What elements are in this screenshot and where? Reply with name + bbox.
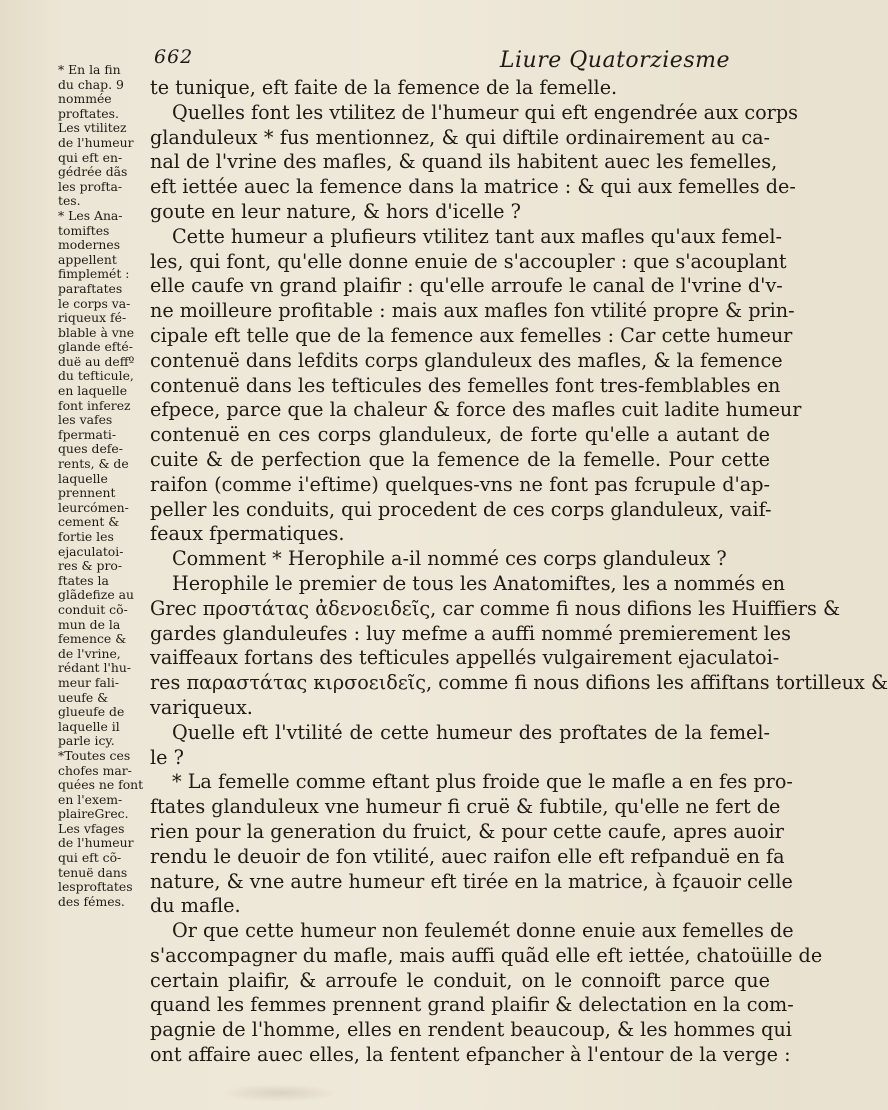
margin-note-line: ftates la	[58, 572, 109, 588]
margin-note-line: meur fali-	[58, 674, 120, 690]
margin-note-line: ejaculatoi-	[58, 543, 124, 559]
body-line: Comment * Herophile a-il nommé ces corps glanduleux ?	[172, 547, 727, 571]
margin-note-line: de l'humeur	[58, 835, 134, 851]
margin-note-line: chofes mar-	[58, 762, 132, 778]
body-line: raifon (comme i'eftime) quelques-vns ne font pas fcrupule d'ap-	[150, 472, 770, 496]
margin-note-line: plaireGrec.	[58, 806, 129, 822]
margin-note-line: tes.	[58, 193, 81, 209]
margin-note-line: ueufe &	[58, 689, 109, 705]
body-line: contenuë en ces corps glanduleux, de forte qu'elle a autant de	[150, 423, 770, 447]
body-line: rien pour la generation du fruict, & pour cette caufe, apres auoir	[150, 819, 784, 843]
margin-note-line: de l'humeur	[58, 134, 134, 150]
body-line: * La femelle comme eftant plus froide que le mafle a en fes pro-	[172, 770, 793, 794]
margin-note-line: conduit cõ-	[58, 601, 128, 617]
body-line: s'accompagner du mafle, mais auffi quãd elle eft iettée, chatoüille de	[150, 943, 823, 967]
body-line: peller les conduits, qui procedent de ces corps glanduleux, vaif-	[150, 497, 772, 521]
margin-note-line: proftates.	[58, 105, 119, 121]
margin-note-line: femence &	[58, 631, 127, 647]
margin-note-line: rents, & de	[58, 456, 129, 472]
body-text	[150, 76, 888, 1068]
margin-note-line: le corps va-	[58, 295, 131, 311]
body-line: vaiffeaux fortans des tefticules appellés vulgairement ejaculatoi-	[150, 646, 780, 670]
body-line: glanduleux * fus mentionnez, & qui diftile ordinairement au ca-	[150, 125, 770, 149]
body-line: res παραστάτας κιρσοειδεῖς, comme fi nous difions les affiftans tortilleux &	[150, 671, 888, 695]
body-line: ont affaire auec elles, la fentent efpancher à l'entour de la verge :	[150, 1043, 791, 1067]
margin-note-line: qui eft cõ-	[58, 850, 122, 866]
body-line: goute en leur nature, & hors d'icelle ?	[150, 199, 521, 223]
body-line: Grec προστάτας ἀδενοειδεῖς, car comme fi nous difions les Huiffiers &	[150, 596, 841, 620]
body-line: eft iettée auec la femence dans la matrice : & qui aux femelles de-	[150, 175, 796, 199]
body-line: Quelle eft l'vtilité de cette humeur des proftates de la femel-	[172, 720, 770, 744]
margin-note-line: appellent	[58, 251, 117, 267]
body-line: variqueux.	[150, 695, 253, 719]
marginal-notes	[58, 63, 150, 909]
margin-note-line: ques defe-	[58, 441, 123, 457]
margin-note-line: glande efté-	[58, 339, 133, 355]
margin-note-line: glãdefize au	[58, 587, 134, 603]
margin-note-line: font inferez	[58, 397, 131, 413]
margin-note-line: laquelle	[58, 470, 108, 486]
margin-note-line: leurcómen-	[58, 499, 129, 515]
margin-note-line: gédrée dãs	[58, 164, 128, 180]
margin-note-line: des fémes.	[58, 893, 125, 909]
margin-note-line: tomiftes	[58, 222, 110, 238]
body-line: ftates glanduleux vne humeur fi cruë & fubtile, qu'elle ne fert de	[150, 795, 781, 819]
margin-note-line: * En la fin	[58, 62, 121, 77]
margin-note-line: riqueux fé-	[58, 310, 127, 326]
body-line: pagnie de l'homme, elles en rendent beaucoup, & les hommes qui	[150, 1018, 792, 1042]
margin-note-line: les profta-	[58, 178, 123, 194]
body-line: le ?	[150, 745, 184, 769]
margin-note-line: lesproftates	[58, 879, 133, 895]
body-line: Herophile le premier de tous les Anatomiftes, les a nommés en	[172, 571, 786, 595]
margin-note-line: du tefticule,	[58, 368, 134, 384]
margin-note-line: fortie les	[58, 529, 114, 544]
margin-note-line: modernes	[58, 237, 121, 253]
body-line: elle caufe vn grand plaifir : qu'elle arroufe le canal de l'vrine d'v-	[150, 274, 783, 298]
margin-note-line: les vafes	[58, 412, 113, 428]
body-line: certain plaifir, & arroufe le conduit, on le connoift parce que	[150, 968, 770, 992]
page-header	[150, 46, 770, 76]
body-line: Quelles font les vtilitez de l'humeur qui eft engendrée aux corps	[172, 100, 798, 124]
margin-note-line: paraftates	[58, 280, 123, 296]
body-line: Cette humeur a plufieurs vtilitez tant aux mafles qu'aux femel-	[172, 224, 783, 248]
body-line: rendu le deuoir de fon vtilité, auec raifon elle eft refpanduë en fa	[150, 844, 785, 868]
body-line: feaux fpermatiques.	[150, 522, 345, 546]
margin-note-line: cement &	[58, 514, 120, 530]
margin-note-line: tenuë dans	[58, 864, 128, 880]
bleed-through-mark	[220, 1084, 340, 1102]
margin-note-line: mun de la	[58, 616, 121, 632]
body-line: du mafle.	[150, 894, 241, 918]
margin-note-line: de l'vrine,	[58, 645, 121, 661]
running-title: Liure Quatorziesme	[499, 48, 730, 73]
margin-note-line: laquelle il	[58, 718, 120, 734]
margin-note-line: res & pro-	[58, 558, 123, 574]
margin-note-line: qui eft en-	[58, 149, 123, 165]
margin-note-line: *Toutes ces	[58, 747, 131, 763]
margin-note-line: prennent	[58, 485, 116, 501]
margin-note-line: en l'exem-	[58, 791, 123, 807]
margin-note-line: parle icy.	[58, 733, 115, 749]
body-line: efpece, parce que la chaleur & force des mafles cuit ladite humeur	[150, 398, 802, 422]
margin-note-line: * Les Ana-	[58, 207, 123, 223]
margin-note-line: fpermati-	[58, 426, 117, 442]
margin-note-line: blable à vne	[58, 324, 135, 340]
body-line: quand les femmes prennent grand plaifir & delectation en la com-	[150, 993, 794, 1017]
body-line: les, qui font, qu'elle donne enuie de s'accoupler : que s'acouplant	[150, 249, 787, 273]
margin-note-line: quées ne font	[58, 777, 144, 793]
body-line: contenuë dans les tefticules des femelles font tres-femblables en	[150, 373, 781, 397]
body-line: cipale eft telle que de la femence aux femelles : Car cette humeur	[150, 323, 793, 347]
margin-note-line: en laquelle	[58, 383, 128, 399]
page-number: 662	[154, 46, 194, 68]
margin-note-line: rédant l'hu-	[58, 660, 131, 676]
margin-note-line: Les vtilitez	[58, 120, 127, 136]
body-line: contenuë dans lefdits corps glanduleux des mafles, & la femence	[150, 348, 783, 372]
margin-note-line: du chap. 9	[58, 76, 124, 92]
margin-note-line: nommée	[58, 91, 112, 107]
body-line: Or que cette humeur non feulemét donne enuie aux femelles de	[172, 919, 794, 943]
margin-note-line: fimplemét :	[58, 266, 130, 282]
body-line: cuite & de perfection que la femence de la femelle. Pour cette	[150, 447, 770, 471]
margin-note-line: glueufe de	[58, 704, 125, 720]
body-line: gardes glanduleufes : luy mefme a auffi nommé premierement les	[150, 621, 791, 645]
body-line: ne moilleure profitable : mais aux mafles fon vtilité propre & prin-	[150, 299, 795, 323]
body-line: nature, & vne autre humeur eft tirée en la matrice, à fçauoir celle	[150, 869, 793, 893]
margin-note-line: duë au deffº	[58, 353, 135, 369]
margin-note-line: Les vfages	[58, 820, 125, 836]
body-line: te tunique, eft faite de la femence de la femelle.	[150, 76, 618, 99]
body-line: nal de l'vrine des mafles, & quand ils habitent auec les femelles,	[150, 150, 778, 174]
